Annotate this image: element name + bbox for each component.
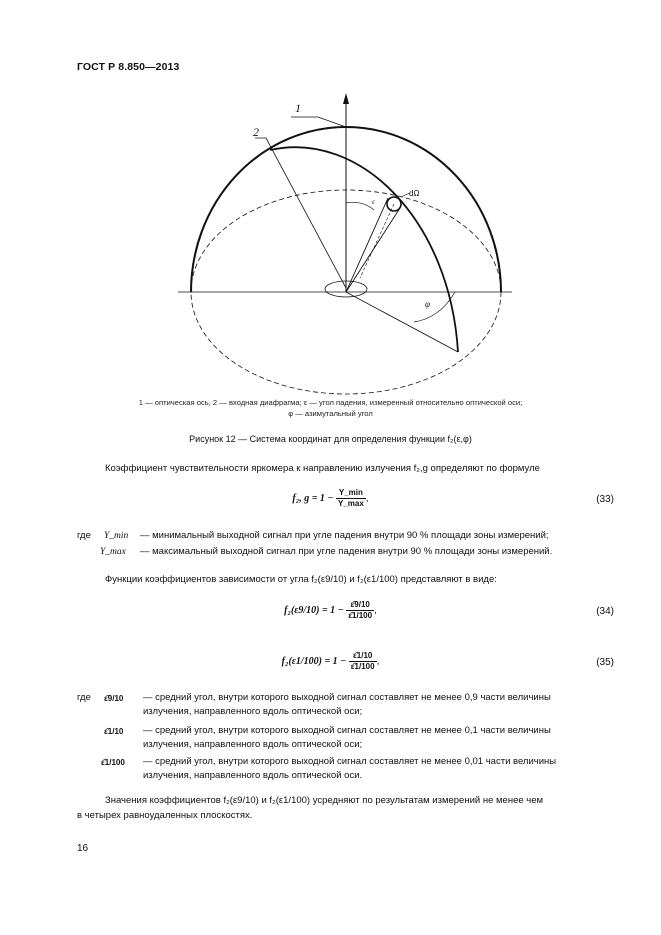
label-phi: φ xyxy=(425,299,430,309)
equation-35-number: (35) xyxy=(596,657,614,668)
where-label-2: где xyxy=(77,692,91,703)
page-number: 16 xyxy=(77,843,89,854)
figure-legend-line-1: 1 — оптическая ось, 2 — входная диафрагма; ε — угол падения, измеренный относительно оптической оси; xyxy=(138,398,523,407)
equation-33: f₂, g = 1 − $\frac{Y\_\min}{Y\_\max}$ , xyxy=(292,488,369,508)
label-epsilon: ε xyxy=(372,198,375,206)
label-one: 1 xyxy=(295,101,301,115)
paragraph-3-line-2: в четырех равноудаленных плоскостях. xyxy=(77,810,253,821)
equation-35: f₂(ε1/100) = 1 − $\frac{\varepsilon̄1/10}{\varepsilon̄1/100}$ , xyxy=(281,651,380,671)
def-symbol-ymin: Y_min xyxy=(104,531,129,541)
def-text-ymin: — минимальный выходной сигнал при угле падения внутри 90 % площади зоны измерений; xyxy=(140,530,549,541)
equation-34-number: (34) xyxy=(596,606,614,617)
def-line1-eps-1-10: — средний угол, внутри которого выходной сигнал составляет не менее 0,1 части величины xyxy=(143,725,551,736)
def-symbol-eps-1-10: ε̄1/10 xyxy=(104,727,124,736)
def-symbol-eps-1-100: ε̄1/100 xyxy=(101,758,125,767)
leader-1 xyxy=(291,117,346,127)
axis-arrow xyxy=(343,93,349,104)
document-header: ГОСТ Р 8.850—2013 xyxy=(77,61,180,73)
paragraph-1: Коэффициент чувствительности яркомера к направлению излучения f₂,g определяют по формуле xyxy=(105,463,540,474)
where-label-1: где xyxy=(77,530,91,541)
def-symbol-eps-9-10: ε̄9/10 xyxy=(104,694,124,703)
def-line2-eps-1-10: излучения, направленного вдоль оптической оси; xyxy=(143,739,363,750)
label-two: 2 xyxy=(253,125,259,139)
def-line2-eps-9-10: излучения, направленного вдоль оптической оси; xyxy=(143,706,363,717)
azimuth-line xyxy=(346,292,458,352)
paragraph-3-line-1: Значения коэффициентов f₂(ε9/10) и f₂(ε1/100) усредняют по результатам измерений не менее чем xyxy=(105,795,544,806)
label-d-omega: dΩ xyxy=(409,189,420,198)
equation-34: f₂(ε9/10) = 1 − $\frac{\varepsilon̄9/10}{\varepsilon̄1/100}$ , xyxy=(284,600,377,620)
paragraph-2: Функции коэффициентов зависимости от угла f₂(ε9/10) и f₂(ε1/100) представляют в виде: xyxy=(105,574,497,585)
figure-caption: Рисунок 12 — Система координат для определения функции f₂(ε,φ) xyxy=(189,434,472,444)
def-text-ymax: — максимальный выходной сигнал при угле падения внутри 90 % площади зоны измерений. xyxy=(140,546,553,557)
def-line2-eps-1-100: излучения, направленного вдоль оптической оси. xyxy=(143,770,363,781)
equation-33-number: (33) xyxy=(596,494,614,505)
def-symbol-ymax: Y_max xyxy=(100,547,126,557)
leader-2 xyxy=(255,138,346,288)
coordinate-system-figure xyxy=(0,0,661,400)
def-line1-eps-1-100: — средний угол, внутри которого выходной сигнал составляет не менее 0,01 части величины xyxy=(143,756,557,767)
figure-legend-line-2: φ — азимутальный угол xyxy=(288,409,373,418)
meridian-arc xyxy=(270,147,458,352)
def-line1-eps-9-10: — средний угол, внутри которого выходной сигнал составляет не менее 0,9 части величины xyxy=(143,692,551,703)
